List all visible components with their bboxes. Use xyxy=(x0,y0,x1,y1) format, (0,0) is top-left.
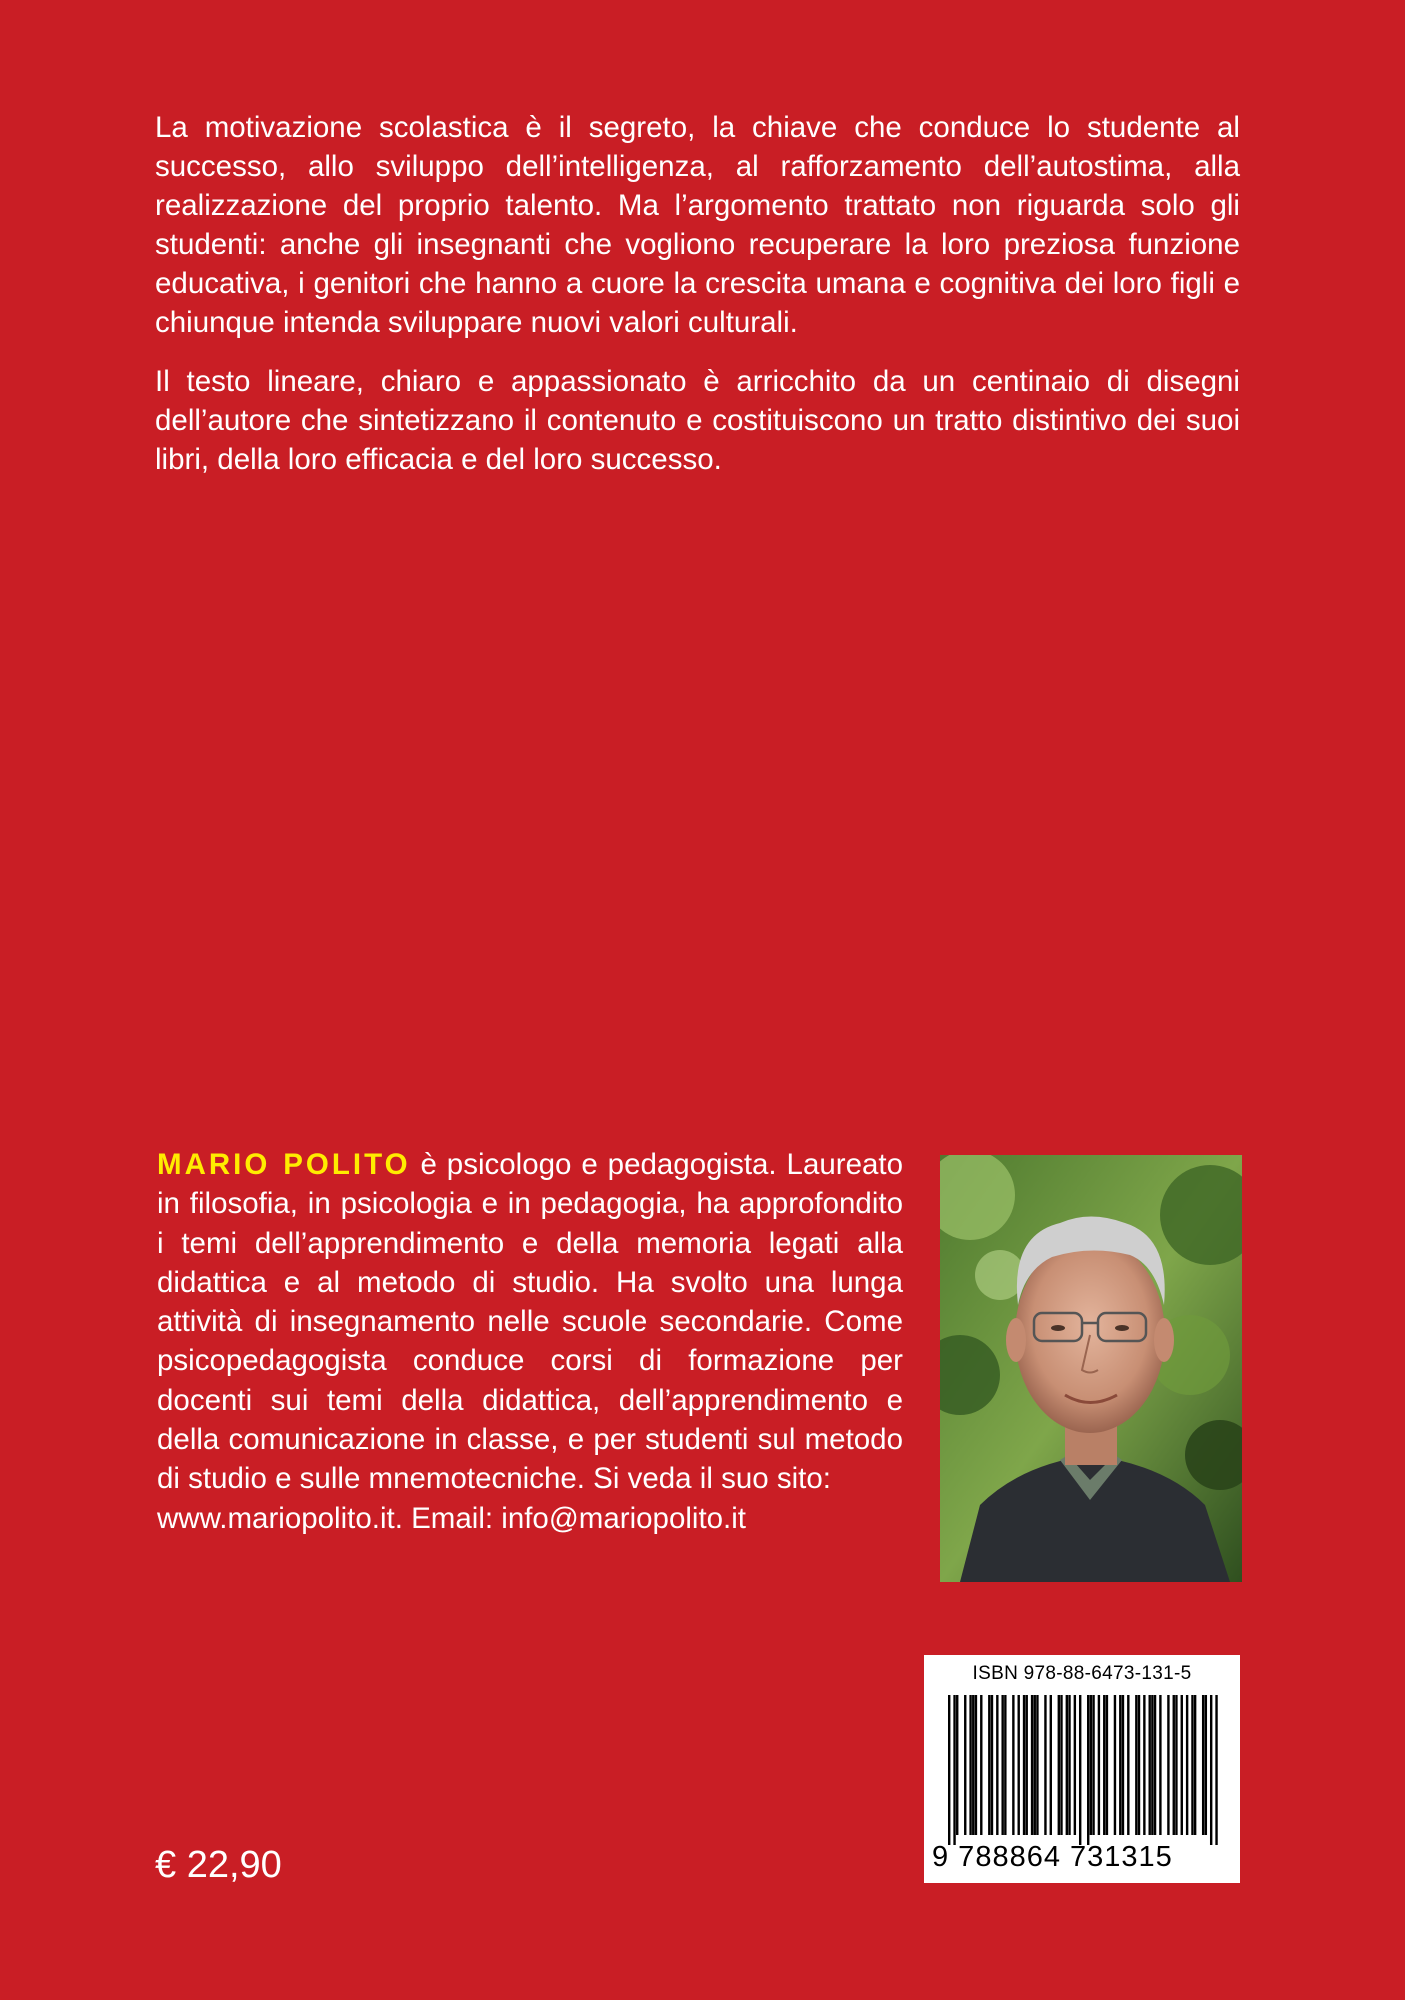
barcode-bar xyxy=(980,1695,982,1835)
barcode-bar xyxy=(969,1695,971,1835)
barcode-bar xyxy=(1044,1695,1046,1835)
barcode-bar xyxy=(1023,1695,1025,1835)
barcode-bar xyxy=(1026,1695,1028,1835)
barcode-bar xyxy=(1090,1695,1092,1835)
barcode-bar xyxy=(1122,1695,1124,1835)
barcode-bar xyxy=(975,1695,977,1835)
barcode-bar xyxy=(1205,1695,1207,1835)
barcode-bar xyxy=(1181,1695,1183,1835)
barcode-bar xyxy=(1012,1695,1014,1835)
barcode-bar xyxy=(1215,1695,1217,1845)
price: € 22,90 xyxy=(155,1844,282,1886)
barcode-bar xyxy=(988,1695,990,1835)
barcode-bar xyxy=(1114,1695,1116,1835)
barcode-bar xyxy=(1119,1695,1121,1835)
barcode-bar xyxy=(1154,1695,1156,1835)
barcode-bar xyxy=(953,1695,955,1845)
ean-digits: 9 788864 731315 xyxy=(932,1841,1173,1873)
barcode-bar xyxy=(1159,1695,1161,1835)
barcode-bar xyxy=(1210,1695,1212,1845)
barcode-bar xyxy=(1034,1695,1036,1835)
author-photo xyxy=(940,1155,1242,1582)
isbn-barcode xyxy=(924,1655,1240,1883)
barcode-bar xyxy=(1191,1695,1193,1835)
back-cover-blurb xyxy=(155,108,1240,499)
barcode-bar xyxy=(1004,1695,1006,1835)
barcode-bar xyxy=(1143,1695,1145,1835)
barcode-bar xyxy=(1098,1695,1100,1835)
author-contact: www.mariopolito.it. Email: info@mariopolito.it xyxy=(157,1501,747,1535)
barcode-bars xyxy=(948,1695,1218,1845)
author-name: MARIO POLITO xyxy=(157,1148,411,1181)
barcode-bar xyxy=(1068,1695,1070,1835)
author-bio xyxy=(157,1145,903,1538)
barcode-bar xyxy=(1001,1695,1003,1835)
barcode-bar xyxy=(1186,1695,1188,1835)
author-bio-text: è psicologo e pedagogista. Laureato in filosofia, in psicologia e in pedagogia, ha approfondito i temi dell’apprendimento e della memoria legati alla didattica e al metodo di studio. Ha svolto una lunga attività di insegnamento nelle scuole secondarie. Come psicopedagogista conduce corsi di formazione per docenti sui temi della didattica, dell’apprendimento e della comunicazione in classe, e per studenti sul metodo di studio e sulle mnemotecniche. Si veda il suo sito: xyxy=(157,1148,904,1496)
barcode-bar xyxy=(1151,1695,1153,1835)
barcode-bar xyxy=(1087,1695,1089,1845)
barcode-bar xyxy=(1103,1695,1105,1835)
barcode-bar xyxy=(956,1695,958,1835)
barcode-bar xyxy=(1175,1695,1177,1835)
barcode-bar xyxy=(1079,1695,1081,1845)
barcode-bar xyxy=(1058,1695,1060,1835)
barcode-bar xyxy=(1167,1695,1169,1835)
barcode-bar xyxy=(1050,1695,1052,1835)
barcode-bar xyxy=(948,1695,950,1845)
barcode-bar xyxy=(1173,1695,1175,1835)
barcode-bar xyxy=(1018,1695,1020,1835)
barcode-bar xyxy=(1060,1695,1062,1835)
barcode-bar xyxy=(1194,1695,1196,1835)
barcode-bar xyxy=(1031,1695,1033,1835)
barcode-bar xyxy=(964,1695,966,1835)
blurb-paragraph-2: Il testo lineare, chiaro e appassionato è arricchito da un centinaio di disegni dell’autore che sintetizzano il contenuto e costituiscono un tratto distintivo dei suoi libri, della loro efficacia e del loro successo. xyxy=(155,365,1240,476)
barcode-bar xyxy=(1106,1695,1108,1835)
barcode-bar xyxy=(1138,1695,1140,1835)
barcode-bar xyxy=(972,1695,974,1835)
barcode-bar xyxy=(996,1695,998,1835)
barcode-bar xyxy=(991,1695,993,1835)
barcode-bar xyxy=(1135,1695,1137,1835)
barcode-bar xyxy=(1127,1695,1129,1835)
barcode-bar xyxy=(1066,1695,1068,1835)
barcode-bar xyxy=(1074,1695,1076,1835)
barcode-bar xyxy=(1202,1695,1204,1835)
isbn-label: ISBN 978-88-6473-131-5 xyxy=(972,1663,1192,1684)
blurb-paragraph-1: La motivazione scolastica è il segreto, la chiave che conduce lo studente al successo, allo sviluppo dell’intelligenza, al rafforzamento dell’autostima, alla realizzazione del proprio talento. Ma l’argomento trattato non riguarda solo gli studenti: anche gli insegnanti che vogliono recuperare la loro preziosa funzione educativa, i genitori che hanno a cuore la crescita umana e cognitiva dei loro figli e chiunque intenda sviluppare nuovi valori culturali. xyxy=(155,111,1240,339)
author-portrait-image xyxy=(940,1155,1242,1582)
barcode-bar xyxy=(1036,1695,1038,1835)
barcode-bar xyxy=(1092,1695,1094,1835)
barcode-bar xyxy=(1149,1695,1151,1835)
